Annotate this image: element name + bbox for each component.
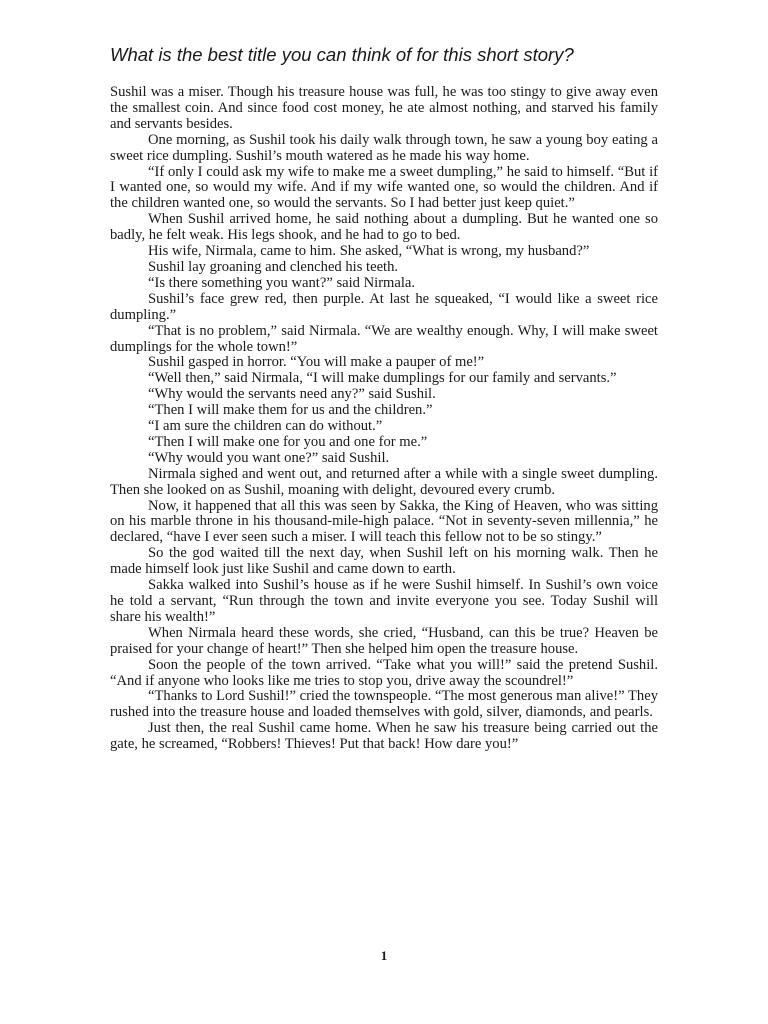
story-paragraph: Sakka walked into Sushil’s house as if he were Sushil himself. In Sushil’s own voice he told a servant, “Run through the town and invite everyone you see. Today Sushil will share his wealth!” [110,577,658,625]
story-paragraph: When Nirmala heard these words, she cried, “Husband, can this be true? Heaven be praised for your change of heart!” Then she helped him open the treasure house. [110,624,658,657]
story-paragraph: “That is no problem,” said Nirmala. “We are wealthy enough. Why, I will make sweet dumplings for the whole town!” [110,322,658,355]
story-paragraph: “If only I could ask my wife to make me a sweet dumpling,” he said to himself. “But if I wanted one, so would my wife. And if my wife wanted one, so would the children. And if the children wanted one, so would the servants. So I had better just keep quiet.” [110,163,658,212]
story-paragraph: Just then, the real Sushil came home. When he saw his treasure being carried out the gate, he screamed, “Robbers! Thieves! Put that back! How dare you!” [110,720,658,753]
story-paragraph: Soon the people of the town arrived. “Take what you will!” said the pretend Sushil. “And if anyone who looks like me tries to stop you, drive away the scoundrel!” [110,656,658,689]
story-paragraph: “Is there something you want?” said Nirmala. [148,274,416,291]
story-paragraph: Sushil was a miser. Though his treasure house was full, he was too stingy to give away even the smallest coin. And since food cost money, he ate almost nothing, and starved his family and servants besides. [110,84,658,132]
story-paragraph: One morning, as Sushil took his daily walk through town, he saw a young boy eating a sweet rice dumpling. Sushil’s mouth watered as he made his way home. [110,131,658,164]
story-paragraph: “Why would you want one?” said Sushil. [148,449,390,466]
story-paragraph: When Sushil arrived home, he said nothing about a dumpling. But he wanted one so badly, he felt weak. His legs shook, and he had to go to bed. [110,211,658,244]
story-paragraph: His wife, Nirmala, came to him. She asked, “What is wrong, my husband?” [148,243,590,260]
page-number: 1 [380,948,388,963]
story-paragraph: Sushil gasped in horror. “You will make a pauper of me!” [148,354,485,371]
story-paragraph: “Thanks to Lord Sushil!” cried the townspeople. “The most generous man alive!” They rushed into the treasure house and loaded themselves with gold, silver, diamonds, and pearls. [110,688,658,721]
story-paragraph: “Well then,” said Nirmala, “I will make dumplings for our family and servants.” [148,370,617,387]
story-paragraph: Nirmala sighed and went out, and returned after a while with a single sweet dumpling. Then she looked on as Sushil, moaning with delight, devoured every crumb. [110,465,658,498]
story-paragraph: “I am sure the children can do without.” [148,418,383,435]
story-paragraph: “Why would the servants need any?” said Sushil. [148,386,436,403]
story-paragraph: “Then I will make them for us and the children.” [148,402,433,419]
story-paragraph: Now, it happened that all this was seen by Sakka, the King of Heaven, who was sitting on his marble throne in his thousand-mile-high palace. “Not in seventy-seven millennia,” he declared, “have I ever seen such a miser. I will teach this fellow not to be so stingy.” [110,497,658,546]
story-paragraph: So the god waited till the next day, when Sushil left on his morning walk. Then he made himself look just like Sushil and came down to earth. [110,545,658,578]
question-heading: What is the best title you can think of for this short story? [110,44,574,65]
story-body [110,85,658,753]
story-paragraph: Sushil lay groaning and clenched his teeth. [148,258,399,275]
story-paragraph: Sushil’s face grew red, then purple. At last he squeaked, “I would like a sweet rice dumpling.” [110,290,658,323]
story-paragraph: “Then I will make one for you and one for me.” [148,433,428,450]
